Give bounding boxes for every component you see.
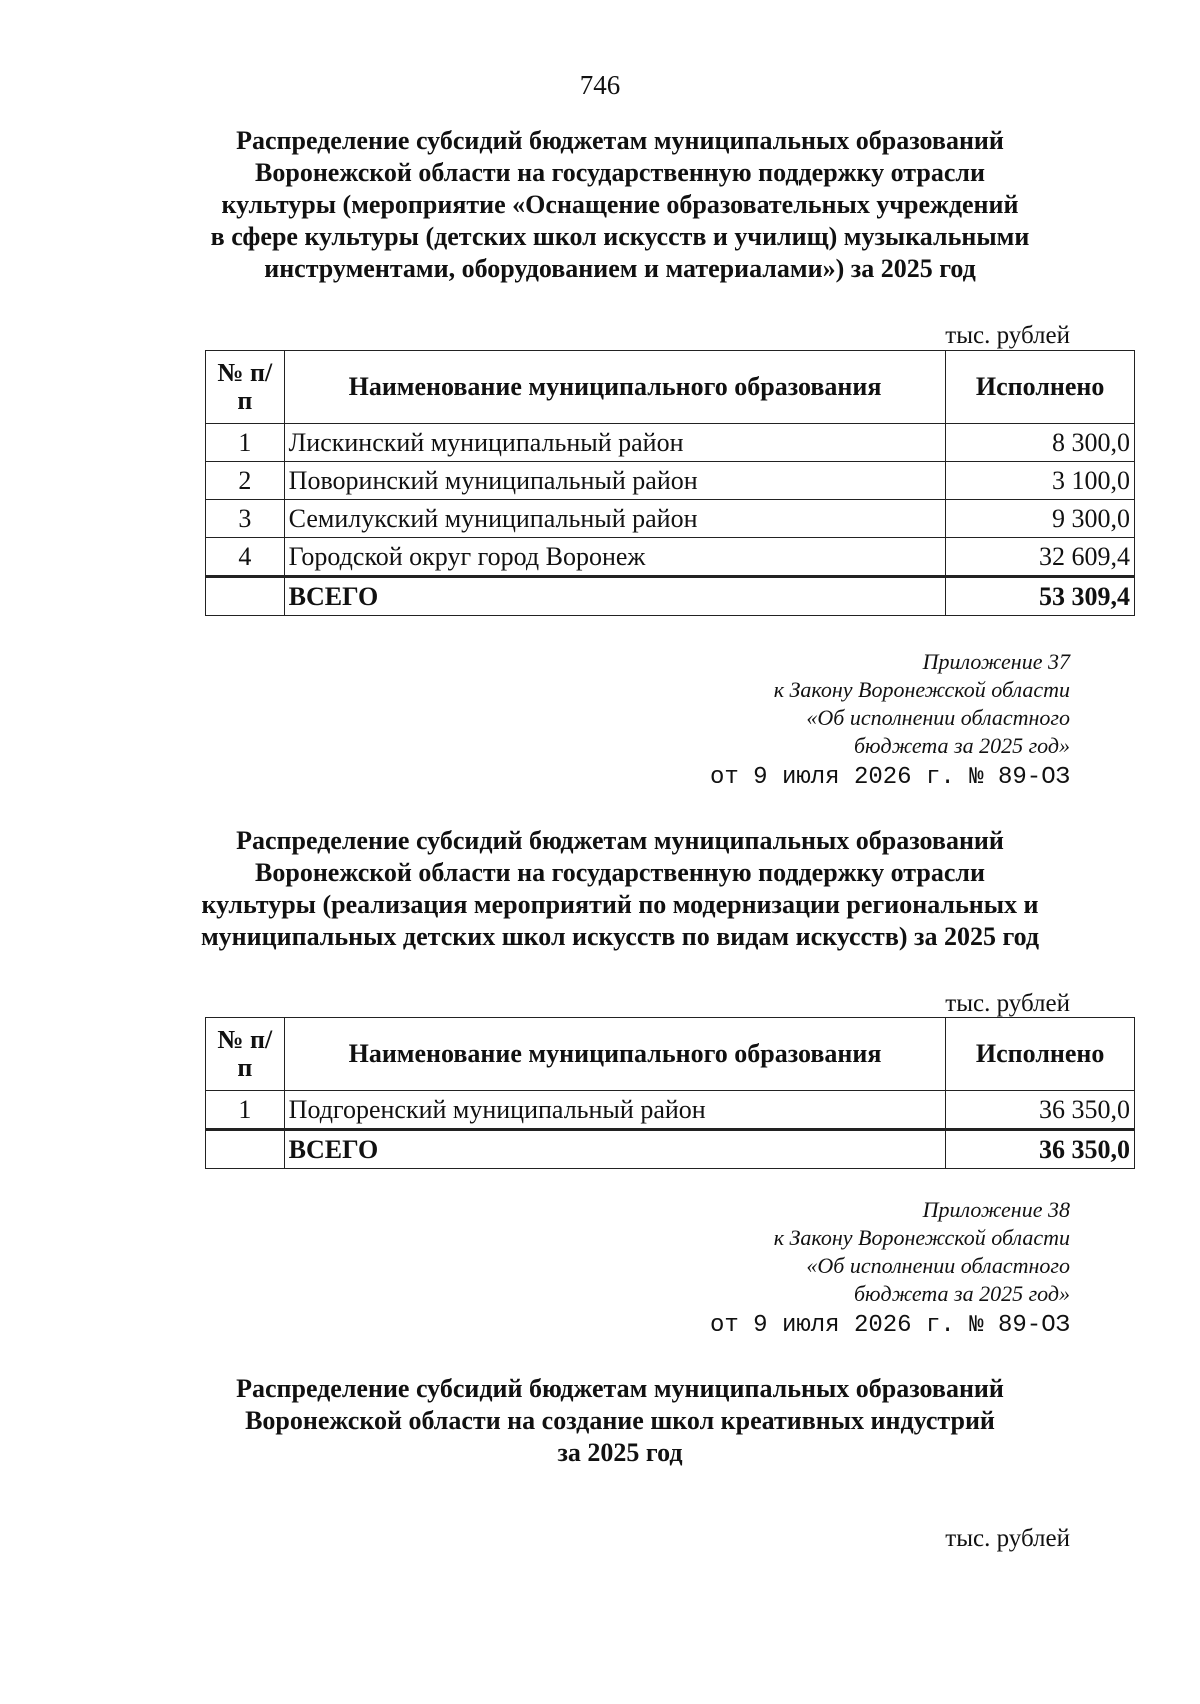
- row-value: 3 100,0: [946, 462, 1135, 500]
- appendix37-line: «Об исполнении областного: [806, 705, 1070, 730]
- section1-title-line: инструментами, оборудованием и материалами») за 2025 год: [264, 254, 976, 283]
- section3-title: [150, 1373, 1090, 1469]
- total-value: 36 350,0: [946, 1130, 1135, 1169]
- row-name: Поворинский муниципальный район: [284, 462, 946, 500]
- table-row: [206, 1091, 1135, 1130]
- section1-title-line: в сфере культуры (детских школ искусств и училищ) музыкальными: [210, 222, 1030, 251]
- section2-units: тыс. рублей: [945, 990, 1070, 1017]
- section1-units: тыс. рублей: [945, 322, 1070, 349]
- section2-title-line: Воронежской области на государственную поддержку отрасли: [255, 858, 985, 887]
- row-num: 1: [206, 424, 285, 462]
- section1-title-line: Воронежской области на государственную поддержку отрасли: [255, 158, 985, 187]
- section3-title-line: Распределение субсидий бюджетам муниципальных образований: [236, 1374, 1004, 1403]
- row-value: 9 300,0: [946, 500, 1135, 538]
- row-name: Городской округ город Воронеж: [284, 538, 946, 577]
- total-label: ВСЕГО: [284, 1130, 946, 1169]
- page-number: 746: [579, 70, 621, 100]
- appendix38-block: [710, 1196, 1070, 1340]
- section2-title-line: Распределение субсидий бюджетам муниципальных образований: [236, 826, 1004, 855]
- total-label: ВСЕГО: [284, 577, 946, 616]
- section2-title-line: муниципальных детских школ искусств по видам искусств) за 2025 год: [200, 922, 1040, 951]
- table-header-row: [206, 351, 1135, 424]
- total-value: 53 309,4: [946, 577, 1135, 616]
- appendix37-block: [710, 648, 1070, 792]
- section1-title-line: Распределение субсидий бюджетам муниципальных образований: [236, 126, 1004, 155]
- header-name: Наименование муниципального образования: [284, 351, 946, 424]
- row-num: 1: [206, 1091, 285, 1130]
- total-num-cell: [206, 577, 285, 616]
- header-value: Исполнено: [946, 351, 1135, 424]
- appendix38-law-date: от 9 июля 2026 г. № 89-ОЗ: [709, 1312, 1070, 1339]
- row-num: 3: [206, 500, 285, 538]
- section2-title: [150, 825, 1090, 953]
- appendix38-line: Приложение 38: [922, 1197, 1070, 1222]
- appendix37-line: к Закону Воронежской области: [773, 677, 1070, 702]
- row-value: 32 609,4: [946, 538, 1135, 577]
- appendix38-line: «Об исполнении областного: [806, 1253, 1070, 1278]
- row-num: 2: [206, 462, 285, 500]
- section2-table: [205, 1017, 1135, 1169]
- section1-title-line: культуры (мероприятие «Оснащение образовательных учреждений: [221, 190, 1019, 219]
- section3-title-line: Воронежской области на создание школ креативных индустрий: [245, 1406, 995, 1435]
- total-num-cell: [206, 1130, 285, 1169]
- section1-title: [150, 125, 1090, 285]
- table-row: [206, 462, 1135, 500]
- appendix38-line: бюджета за 2025 год»: [853, 1281, 1070, 1306]
- table-row: [206, 424, 1135, 462]
- appendix38-line: к Закону Воронежской области: [773, 1225, 1070, 1250]
- table-header-row: [206, 1018, 1135, 1091]
- table-row: [206, 500, 1135, 538]
- table-row: [206, 538, 1135, 577]
- header-value: Исполнено: [946, 1018, 1135, 1091]
- section1-table: [205, 350, 1135, 616]
- table-total-row: [206, 577, 1135, 616]
- header-num: № п/п: [206, 351, 285, 424]
- section2-title-line: культуры (реализация мероприятий по модернизации региональных и: [201, 890, 1039, 919]
- appendix37-line: бюджета за 2025 год»: [853, 733, 1070, 758]
- row-num: 4: [206, 538, 285, 577]
- section3-units: тыс. рублей: [945, 1525, 1070, 1552]
- table-total-row: [206, 1130, 1135, 1169]
- row-value: 36 350,0: [946, 1091, 1135, 1130]
- row-value: 8 300,0: [946, 424, 1135, 462]
- row-name: Подгоренский муниципальный район: [284, 1091, 946, 1130]
- header-num: № п/п: [206, 1018, 285, 1091]
- appendix37-line: Приложение 37: [922, 649, 1070, 674]
- section3-title-line: за 2025 год: [557, 1438, 683, 1467]
- row-name: Лискинский муниципальный район: [284, 424, 946, 462]
- appendix37-law-date: от 9 июля 2026 г. № 89-ОЗ: [709, 764, 1070, 791]
- header-name: Наименование муниципального образования: [284, 1018, 946, 1091]
- row-name: Семилукский муниципальный район: [284, 500, 946, 538]
